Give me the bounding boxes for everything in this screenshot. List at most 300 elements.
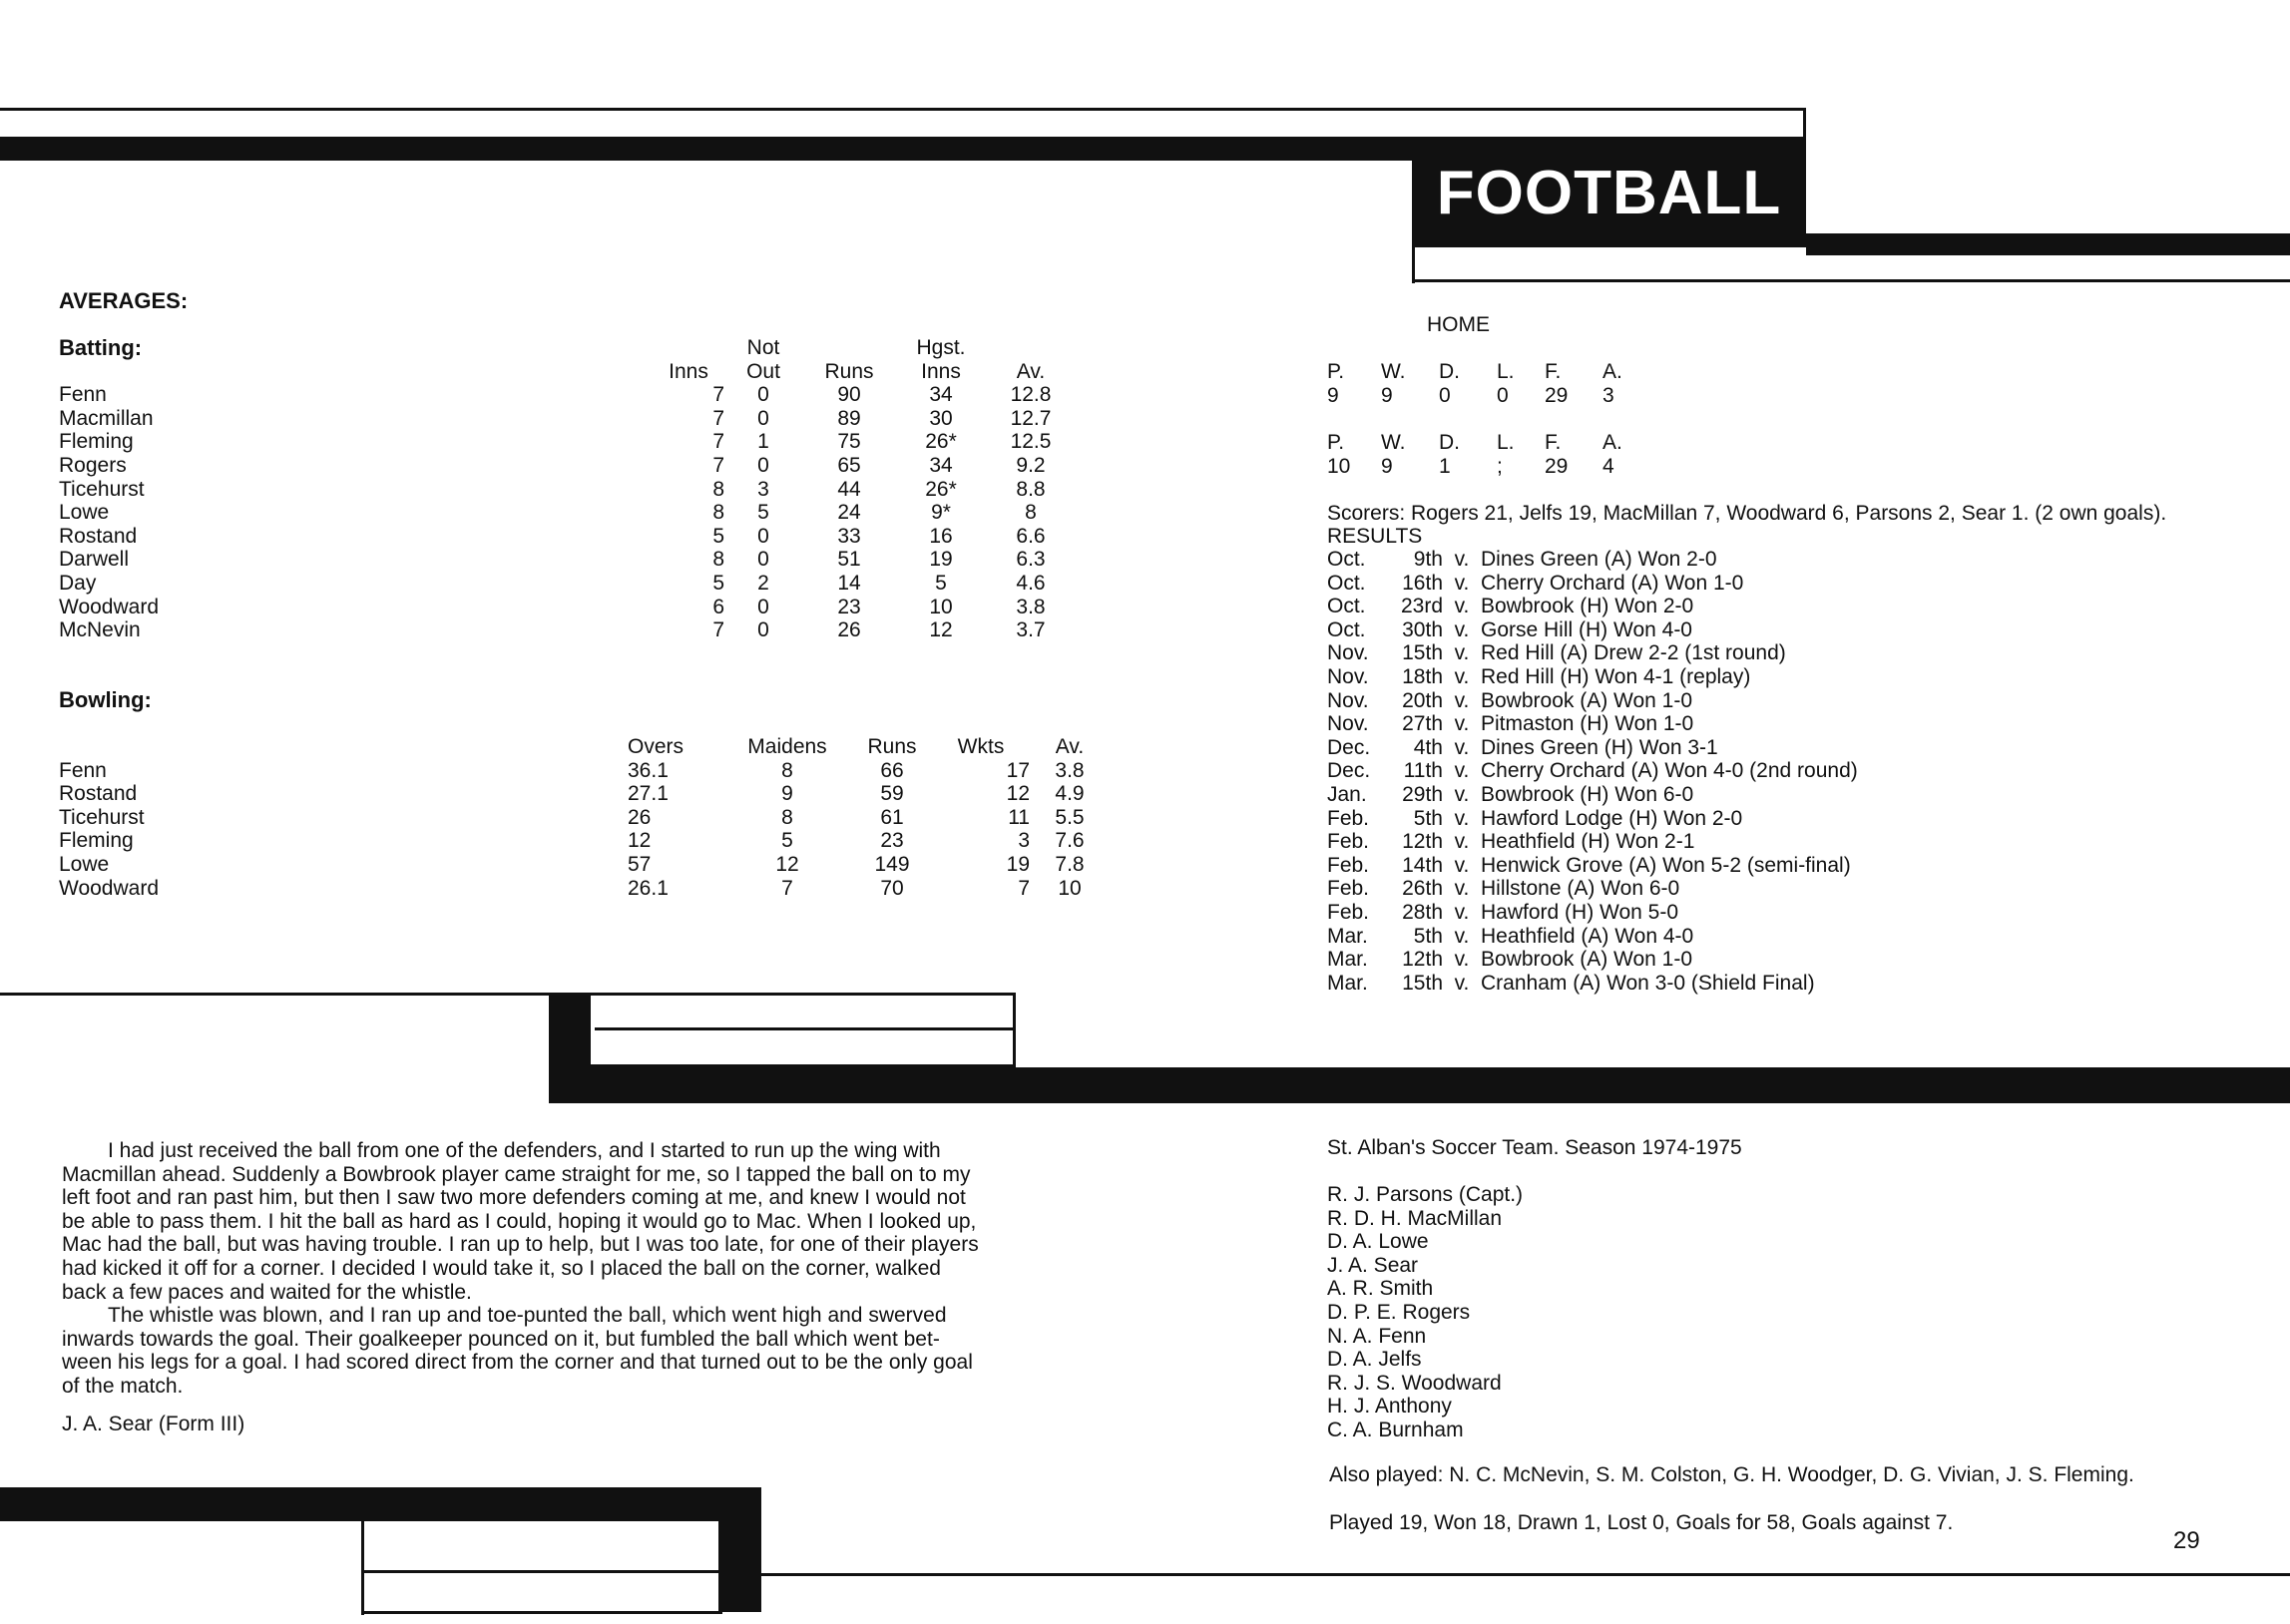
top-rule-right-cap (1803, 108, 1806, 140)
result-v: v. (1454, 641, 1470, 665)
result-text: Cherry Orchard (A) Won 1-0 (1481, 571, 1744, 595)
table-cell: Ticehurst (59, 477, 145, 501)
table-cell: 12.5 (1010, 430, 1052, 454)
result-item (1327, 665, 1858, 689)
averages-heading: AVERAGES: (59, 288, 189, 313)
result-month: Mar. (1327, 924, 1368, 948)
result-day: 27th (1402, 712, 1443, 736)
result-day: 28th (1402, 900, 1443, 924)
result-text: Bowbrook (A) Won 1-0 (1481, 948, 1693, 972)
mid-thick-rule (549, 1067, 2290, 1103)
table-cell: 10 (929, 595, 953, 618)
table-cell: 3 (1603, 383, 1614, 407)
table-cell: 0 (1497, 383, 1509, 407)
story-line: Mac had the ball, but was having trouble. I ran up to help, but I was too late, for one of their players (62, 1233, 979, 1257)
result-v: v. (1454, 571, 1470, 595)
table-cell: W. (1381, 360, 1406, 383)
title-under-box-left (1412, 247, 1415, 283)
home-label: HOME (1427, 313, 1490, 336)
title-under-box-bottom (1412, 279, 2290, 282)
table-cell: 12 (775, 852, 799, 876)
table-cell: 5 (781, 829, 793, 853)
result-item (1327, 783, 1858, 807)
table-cell: Fleming (59, 829, 134, 853)
table-cell: 51 (837, 548, 861, 572)
result-v: v. (1454, 688, 1470, 712)
table-cell: 26 (628, 805, 652, 829)
home-values-row (1327, 384, 1642, 408)
table-cell: 149 (874, 852, 910, 876)
player-name: N. A. Fenn (1327, 1324, 1427, 1348)
result-day: 15th (1402, 971, 1443, 995)
table-cell: 7 (712, 430, 724, 454)
result-item (1327, 854, 1858, 878)
home-header-row (1327, 360, 1642, 384)
result-text: Gorse Hill (H) Won 4-0 (1481, 617, 1692, 641)
result-text: Heathfield (H) Won 2-1 (1481, 830, 1695, 854)
table-cell: 26.1 (628, 876, 669, 900)
table-cell: Rostand (59, 524, 138, 548)
result-text: Hillstone (A) Won 6-0 (1481, 877, 1680, 901)
result-text: Hawford (H) Won 5-0 (1481, 900, 1679, 924)
table-cell: 3 (1018, 829, 1030, 853)
result-month: Nov. (1327, 712, 1369, 736)
table-cell: 44 (837, 477, 861, 501)
result-month: Oct. (1327, 548, 1366, 571)
table-cell: Fleming (59, 430, 134, 454)
bottom-block (718, 1487, 761, 1612)
result-text: Red Hill (H) Won 4-1 (replay) (1481, 664, 1751, 688)
table-cell: 7 (712, 618, 724, 642)
team-heading: St. Alban's Soccer Team. Season 1974-1975 (1327, 1136, 1742, 1159)
result-item (1327, 830, 1858, 854)
result-text: Heathfield (A) Won 4-0 (1481, 924, 1694, 948)
batting-header-row-2 (59, 360, 1076, 384)
table-cell: 27.1 (628, 782, 669, 806)
result-item (1327, 641, 1858, 665)
batting-row (59, 407, 1076, 431)
result-day: 14th (1402, 853, 1443, 877)
result-day: 18th (1402, 664, 1443, 688)
title-right-thick-rule (1806, 233, 2290, 255)
table-cell: 66 (880, 758, 904, 782)
table-cell: ; (1497, 454, 1503, 478)
story-line: left foot and ran past him, but then I saw two more defenders coming at me, and knew I would not (62, 1186, 966, 1210)
result-v: v. (1454, 877, 1470, 901)
table-cell: 7 (781, 876, 793, 900)
table-cell: 14 (837, 571, 861, 595)
result-day: 29th (1402, 782, 1443, 806)
bowling-row (59, 877, 1110, 901)
result-month: Feb. (1327, 900, 1370, 924)
batting-col-header: Av. (1016, 359, 1046, 383)
result-v: v. (1454, 759, 1470, 783)
table-cell: Rostand (59, 782, 138, 806)
table-cell: 0 (757, 548, 769, 572)
batting-col-header: Inns (921, 359, 961, 383)
table-cell: 90 (837, 383, 861, 407)
bowling-row (59, 759, 1110, 783)
result-item (1327, 572, 1858, 596)
table-cell: Ticehurst (59, 805, 145, 829)
batting-col-header: Not (746, 336, 780, 359)
table-cell: 12.7 (1010, 406, 1052, 430)
table-cell: 3.8 (1055, 758, 1085, 782)
table-cell: 30 (929, 406, 953, 430)
table-cell: 4.9 (1055, 782, 1085, 806)
table-cell: 8 (712, 501, 724, 525)
table-cell: 8.8 (1016, 477, 1046, 501)
story-author: J. A. Sear (Form III) (62, 1413, 245, 1435)
result-day: 15th (1402, 641, 1443, 665)
result-v: v. (1454, 712, 1470, 736)
bowling-header-row (59, 735, 1110, 759)
result-item (1327, 736, 1858, 760)
batting-col-header (802, 336, 896, 360)
table-cell: 16 (929, 524, 953, 548)
batting-header-row-1 (59, 336, 1076, 360)
result-item (1327, 972, 1858, 996)
batting-col-header: Inns (669, 359, 708, 383)
table-cell: 5 (757, 501, 769, 525)
bowling-col-header: Wkts (957, 735, 1005, 758)
story-line: had kicked it off for a corner. I decided I would take it, so I placed the ball on the corner, walked (62, 1256, 941, 1280)
table-cell: 29 (1545, 383, 1569, 407)
table-cell: 34 (929, 383, 953, 407)
result-text: Dines Green (H) Won 3-1 (1481, 735, 1718, 759)
home-table-1 (1327, 360, 1642, 407)
story-line: ween his legs for a goal. I had scored direct from the corner and that turned out to be the only goal (62, 1351, 973, 1375)
table-cell: 9 (1327, 383, 1339, 407)
mid-left-thin-rule (0, 993, 554, 996)
player-name: H. J. Anthony (1327, 1395, 1452, 1419)
table-cell: McNevin (59, 618, 141, 642)
table-cell: 5 (935, 571, 947, 595)
table-cell: 23 (837, 595, 861, 618)
table-cell: 9.2 (1016, 453, 1046, 477)
table-cell: 9* (931, 501, 951, 525)
bowling-col-header: Av. (1055, 735, 1085, 758)
results-heading: RESULTS (1327, 525, 1423, 548)
table-cell: D. (1439, 360, 1460, 383)
batting-table (59, 336, 1076, 642)
result-day: 4th (1413, 735, 1443, 759)
table-cell: 6 (712, 595, 724, 618)
table-cell: 8 (712, 477, 724, 501)
result-month: Feb. (1327, 806, 1370, 830)
table-cell: 5 (712, 571, 724, 595)
table-cell: 7 (712, 453, 724, 477)
result-text: Bowbrook (H) Won 6-0 (1481, 782, 1694, 806)
table-cell: F. (1545, 431, 1562, 454)
table-cell: P. (1327, 360, 1345, 383)
player-name: D. A. Lowe (1327, 1230, 1429, 1254)
table-cell: 9 (1381, 454, 1393, 478)
table-cell: 29 (1545, 454, 1569, 478)
table-cell: 36.1 (628, 758, 669, 782)
table-cell: 65 (837, 453, 861, 477)
table-cell: 9 (781, 782, 793, 806)
player-name: C. A. Burnham (1327, 1418, 1464, 1441)
bottom-box-left (361, 1521, 364, 1615)
result-day: 20th (1402, 688, 1443, 712)
table-cell: 6.3 (1016, 548, 1046, 572)
result-month: Feb. (1327, 877, 1370, 901)
batting-row (59, 596, 1076, 619)
table-cell: 12.8 (1010, 383, 1052, 407)
table-cell: Lowe (59, 852, 110, 876)
table-cell: 1 (757, 430, 769, 454)
result-v: v. (1454, 971, 1470, 995)
result-text: Cranham (A) Won 3-0 (Shield Final) (1481, 971, 1815, 995)
result-day: 16th (1402, 571, 1443, 595)
bowling-row (59, 853, 1110, 877)
scorers-line: Scorers: Rogers 21, Jelfs 19, MacMillan 7, Woodward 6, Parsons 2, Sear 1. (2 own goals). (1327, 502, 2167, 525)
result-month: Jan. (1327, 782, 1367, 806)
table-cell: 0 (757, 453, 769, 477)
story-line: I had just received the ball from one of the defenders, and I started to run up the wing with (108, 1139, 941, 1162)
bowling-row (59, 806, 1110, 830)
player-name: D. A. Jelfs (1327, 1348, 1422, 1372)
table-cell: 0 (1439, 383, 1451, 407)
result-v: v. (1454, 548, 1470, 571)
table-cell: 26* (925, 477, 957, 501)
table-cell: 7.6 (1055, 829, 1085, 853)
batting-row (59, 478, 1076, 502)
table-cell: 7 (712, 383, 724, 407)
bowling-row (59, 782, 1110, 806)
table-cell: 3 (757, 477, 769, 501)
bottom-box-bottom (361, 1611, 722, 1614)
batting-row (59, 383, 1076, 407)
table-cell: Woodward (59, 876, 159, 900)
table-cell: 8 (712, 548, 724, 572)
result-item (1327, 759, 1858, 783)
result-v: v. (1454, 595, 1470, 618)
result-month: Feb. (1327, 853, 1370, 877)
result-v: v. (1454, 782, 1470, 806)
result-day: 26th (1402, 877, 1443, 901)
table-cell: 1 (1439, 454, 1451, 478)
bottom-box-divider (361, 1570, 722, 1573)
table-cell: A. (1603, 431, 1622, 454)
table-cell: 0 (757, 618, 769, 642)
result-v: v. (1454, 924, 1470, 948)
table-cell: 33 (837, 524, 861, 548)
result-day: 12th (1402, 948, 1443, 972)
table-cell: 26 (837, 618, 861, 642)
result-text: Dines Green (A) Won 2-0 (1481, 548, 1717, 571)
table-cell: 70 (880, 876, 904, 900)
result-day: 5th (1413, 924, 1443, 948)
result-text: Pitmaston (H) Won 1-0 (1481, 712, 1694, 736)
result-item (1327, 548, 1858, 572)
table-cell: 75 (837, 430, 861, 454)
result-month: Feb. (1327, 830, 1370, 854)
result-month: Dec. (1327, 759, 1371, 783)
table-cell: 19 (1006, 852, 1030, 876)
top-thin-rule (0, 108, 1806, 111)
table-cell: 7 (1018, 876, 1030, 900)
result-item (1327, 901, 1858, 925)
result-month: Mar. (1327, 971, 1368, 995)
result-day: 12th (1402, 830, 1443, 854)
table-cell: Day (59, 571, 97, 595)
story-line: back a few paces and waited for the whistle. (62, 1280, 472, 1304)
table-cell: 5.5 (1055, 805, 1085, 829)
team-player-list (1327, 1183, 1523, 1442)
table-cell: 59 (880, 782, 904, 806)
table-cell: 10 (1327, 454, 1351, 478)
story-line: be able to pass them. I hit the ball as hard as I could, hoping it would go to Mac. When I looked up, (62, 1209, 977, 1233)
story-line: Macmillan ahead. Suddenly a Bowbrook player came straight for me, so I tapped the ball on to my (62, 1162, 971, 1186)
table-cell: Lowe (59, 501, 110, 525)
result-day: 23rd (1400, 595, 1443, 618)
table-cell: F. (1545, 360, 1562, 383)
table-cell: 17 (1006, 758, 1030, 782)
batting-col-header: Out (746, 359, 780, 383)
table-cell: 34 (929, 453, 953, 477)
batting-row (59, 525, 1076, 549)
result-v: v. (1454, 948, 1470, 972)
result-item (1327, 807, 1858, 831)
result-text: Bowbrook (H) Won 2-0 (1481, 595, 1694, 618)
table-cell: Rogers (59, 453, 127, 477)
also-played: Also played: N. C. McNevin, S. M. Colston, G. H. Woodger, D. G. Vivian, J. S. Fleming. (1329, 1463, 2134, 1486)
result-month: Oct. (1327, 617, 1366, 641)
bottom-right-thin-rule (758, 1573, 2290, 1576)
bottom-left-thick-rule (0, 1487, 761, 1521)
table-cell: 19 (929, 548, 953, 572)
result-item (1327, 925, 1858, 949)
table-cell: 12 (628, 829, 652, 853)
table-cell: 3.7 (1016, 618, 1046, 642)
table-cell: 7.8 (1055, 852, 1085, 876)
batting-row (59, 454, 1076, 478)
batting-col-header (653, 336, 724, 360)
table-cell: A. (1603, 360, 1622, 383)
table-cell: 26* (925, 430, 957, 454)
table-cell: Fenn (59, 758, 107, 782)
table-cell: L. (1497, 431, 1515, 454)
result-text: Hawford Lodge (H) Won 2-0 (1481, 806, 1743, 830)
result-day: 11th (1403, 759, 1443, 783)
result-item (1327, 712, 1858, 736)
result-v: v. (1454, 735, 1470, 759)
result-v: v. (1454, 806, 1470, 830)
batting-row (59, 618, 1076, 642)
table-cell: 9 (1381, 383, 1393, 407)
match-story (62, 1139, 979, 1399)
table-cell: 2 (757, 571, 769, 595)
table-cell: 57 (628, 852, 652, 876)
results-list (1327, 548, 1858, 995)
table-cell: Woodward (59, 595, 159, 618)
batting-row (59, 501, 1076, 525)
batting-col-header: Runs (824, 359, 874, 383)
table-cell: 8 (781, 758, 793, 782)
table-cell: 6.6 (1016, 524, 1046, 548)
batting-row (59, 572, 1076, 596)
result-month: Oct. (1327, 571, 1366, 595)
bowling-col-header: Maidens (747, 735, 827, 758)
result-text: Henwick Grove (A) Won 5-2 (semi-final) (1481, 853, 1851, 877)
table-cell: Fenn (59, 383, 107, 407)
table-cell: 11 (1008, 805, 1030, 829)
result-month: Mar. (1327, 948, 1368, 972)
story-line: of the match. (62, 1374, 184, 1398)
result-item (1327, 595, 1858, 618)
batting-label: Batting: (59, 335, 143, 360)
batting-row (59, 430, 1076, 454)
table-cell: 8 (1025, 501, 1037, 525)
player-name: R. D. H. MacMillan (1327, 1206, 1503, 1230)
result-item (1327, 618, 1858, 642)
home-header-row (1327, 431, 1642, 455)
table-cell: 7 (712, 406, 724, 430)
batting-col-header (986, 336, 1076, 360)
bowling-table (59, 735, 1110, 900)
table-cell: 4.6 (1016, 571, 1046, 595)
result-v: v. (1454, 853, 1470, 877)
table-cell: 0 (757, 406, 769, 430)
table-cell: 61 (880, 805, 904, 829)
result-day: 5th (1413, 806, 1443, 830)
result-day: 30th (1402, 617, 1443, 641)
table-cell: D. (1439, 431, 1460, 454)
result-month: Oct. (1327, 595, 1366, 618)
player-name: R. J. S. Woodward (1327, 1371, 1502, 1395)
table-cell: P. (1327, 431, 1345, 454)
result-month: Dec. (1327, 735, 1371, 759)
table-cell: 10 (1058, 876, 1082, 900)
result-text: Red Hill (A) Drew 2-2 (1st round) (1481, 641, 1786, 665)
bowling-label: Bowling: (59, 687, 152, 712)
player-name: J. A. Sear (1327, 1253, 1419, 1277)
table-cell: 0 (757, 383, 769, 407)
player-name: A. R. Smith (1327, 1277, 1434, 1301)
batting-col-header: Hgst. (916, 336, 966, 359)
bowling-col-header: Overs (628, 735, 685, 758)
table-cell: 0 (757, 524, 769, 548)
table-cell: W. (1381, 431, 1406, 454)
table-cell: 4 (1603, 454, 1614, 478)
table-cell: 12 (1006, 782, 1030, 806)
result-item (1327, 689, 1858, 713)
story-line: inwards towards the goal. Their goalkeeper pounced on it, but fumbled the ball which went bet- (62, 1327, 940, 1351)
season-summary: Played 19, Won 18, Drawn 1, Lost 0, Goals for 58, Goals against 7. (1329, 1511, 1954, 1534)
table-cell: L. (1497, 360, 1515, 383)
page-number: 29 (2173, 1527, 2200, 1554)
page-title: FOOTBALL (1412, 140, 1806, 247)
table-cell: Macmillan (59, 406, 154, 430)
result-v: v. (1454, 900, 1470, 924)
table-cell: 8 (781, 805, 793, 829)
table-cell: 24 (837, 501, 861, 525)
table-cell: 89 (837, 406, 861, 430)
result-month: Nov. (1327, 641, 1369, 665)
result-month: Nov. (1327, 664, 1369, 688)
result-item (1327, 877, 1858, 901)
player-name: R. J. Parsons (Capt.) (1327, 1183, 1524, 1206)
mid-box-divider (595, 1027, 1014, 1030)
batting-row (59, 548, 1076, 572)
table-cell: Darwell (59, 548, 130, 572)
result-text: Cherry Orchard (A) Won 4-0 (2nd round) (1481, 759, 1858, 783)
bowling-row (59, 829, 1110, 853)
result-v: v. (1454, 617, 1470, 641)
table-cell: 23 (880, 829, 904, 853)
